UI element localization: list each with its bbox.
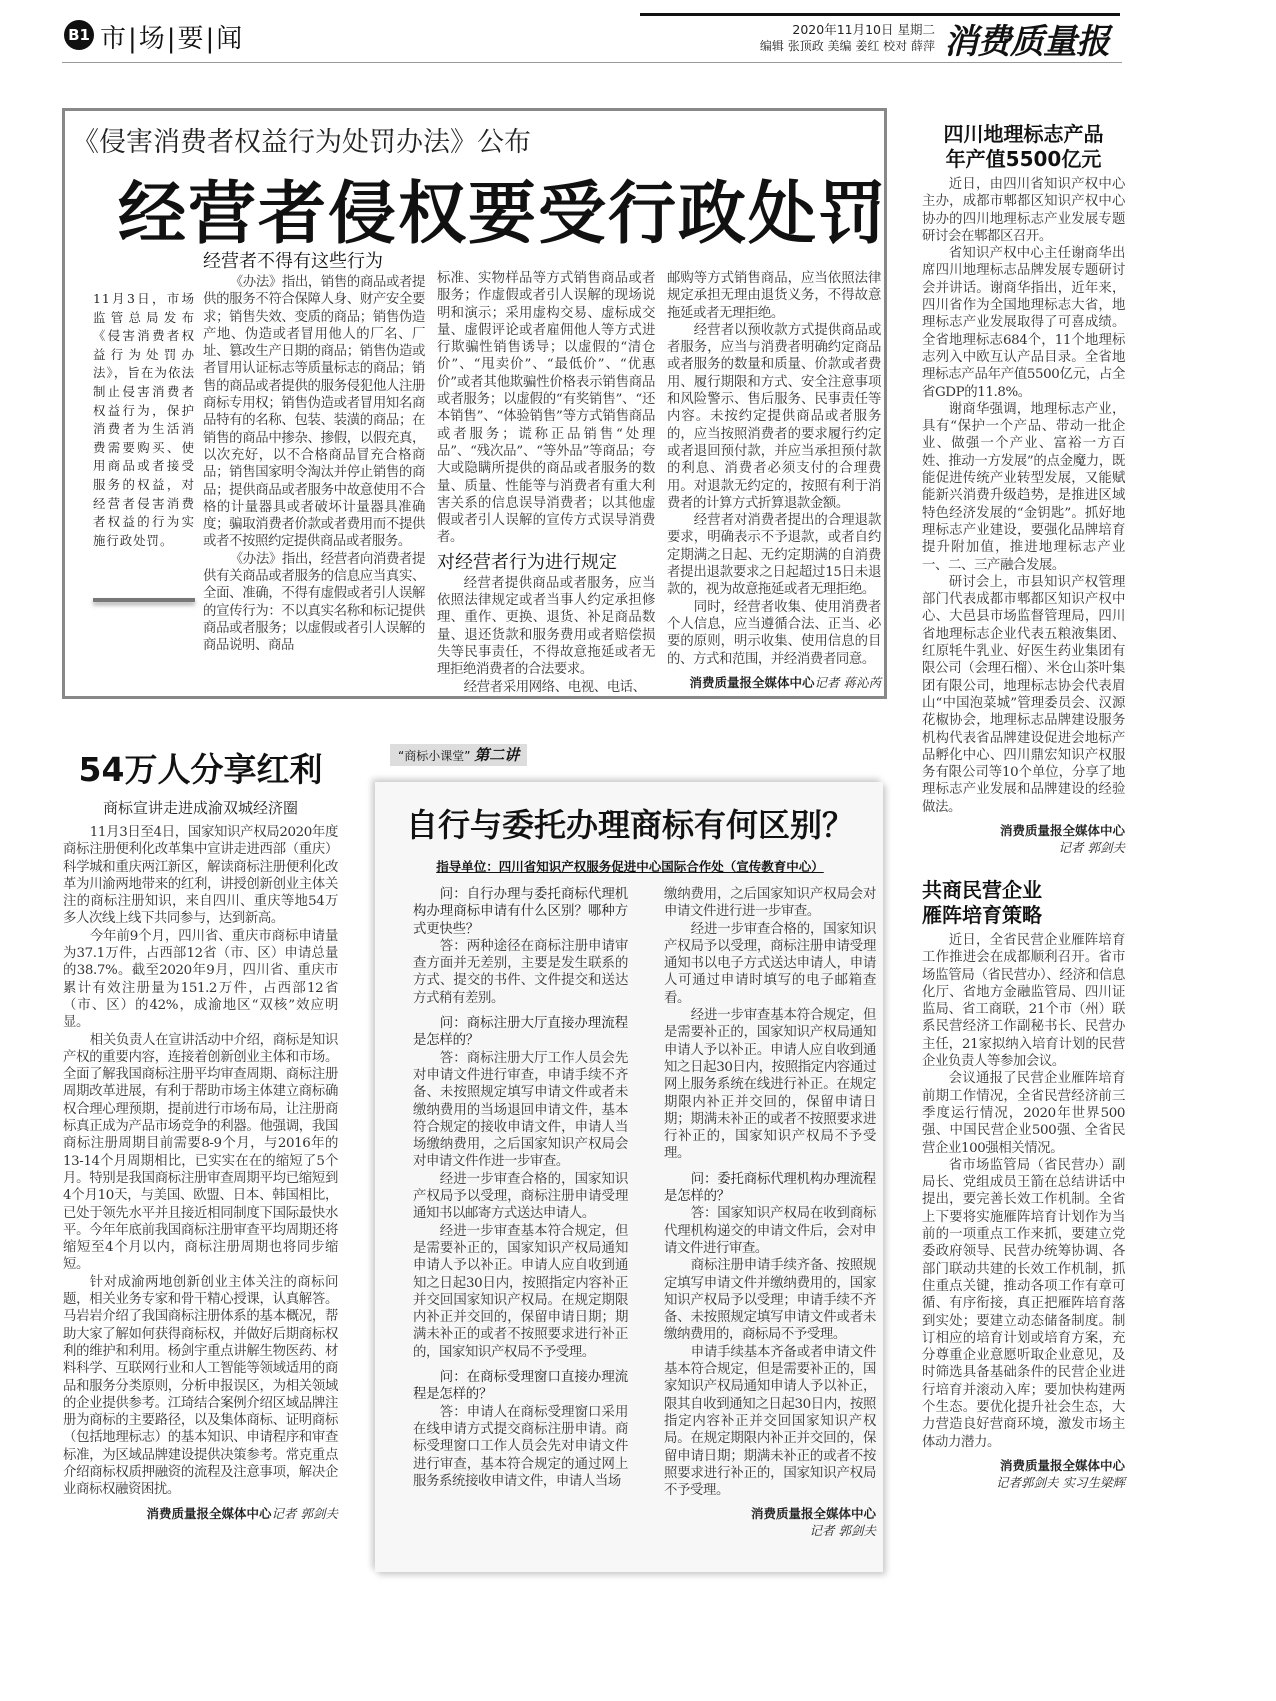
- paragraph: 相关负责人在宣讲活动中介绍，商标是知识产权的重要内容，连接着创新创业主体和市场。全面了解我国商标注册平均审查周期、商标注册周期改革进展，有利于帮助市场主体建立商标确权合理心理预期，提前进行市场布局，让注册商标真正成为产品市场竞争的利器。他强调，我国商标注册周期目前需要8-9个月，与2016年的13-14个月周期相比，已实实在在的缩短了5个月。特别是我国商标注册审查周期平均已缩短到4个月10天，与美国、欧盟、日本、韩国相比，已处于领先水平并且接近相同制度下国际最快水平。今年年底前我国商标注册审查平均周期还将缩短至4个月以内，商标注册周期也将同步缩短。: [63, 1032, 338, 1273]
- subheading: 经营者不得有这些行为: [203, 251, 383, 272]
- paragraph: 申请手续基本齐备或者申请文件基本符合规定，但是需要补正的，国家知识产权局通知申请人予以补正，限其自收到通知之日起30日内，按照指定内容补正并交回国家知识产权局。在规定期限内补正并交回的，保留申请日期；期满未补正的或者不按照要求进行补正的，国家知识产权局不予受理。: [664, 1344, 876, 1499]
- paragraph: 《办法》指出，销售的商品或者提供的服务不符合保障人身、财产安全要求；销售失效、变质的商品；销售伪造产地、伪造或者冒用他人的厂名、厂址、篡改生产日期的商品；销售伪造或者冒用认证标志等质量标志的商品；销售的商品或者提供的服务侵犯他人注册商标专用权；销售伪造或者冒用知名商品特有的名称、包装、装潢的商品；在销售的商品中掺杂、掺假，以假充真，以次充好，以不合格商品冒充合格商品；销售国家明令淘汰并停止销售的商品；提供商品或者服务中故意使用不合格的计量器具或者破坏计量器具准确度；骗取消费者价款或者费用而不提供或者不按照约定提供商品或者服务。: [203, 275, 425, 550]
- paragraph: 针对成渝两地创新创业主体关注的商标问题，相关业务专家和骨干精心授课，认真解答。马岩岩介绍了我国商标注册体系的基本概况，帮助大家了解如何获得商标权，并做好后期商标权利的维护和利用。杨剑宇重点讲解生物医药、材料科学、互联网行业和人工智能等领域适用的商品和服务分类原则，分析申报误区，为相关领域的企业提供参考。江琦结合案例介绍区域品牌注册为商标的主要路径，以及集体商标、证明商标（包括地理标志）的基本知识、申请程序和审查标准，为区域品牌建设提供决策参考。常克重点介绍商标权质押融资的流程及注意事项，解决企业商标权融资困扰。: [63, 1274, 338, 1498]
- paragraph: 邮购等方式销售商品，应当依照法律规定承担无理由退货义务，不得故意拖延或者无理拒绝。: [667, 271, 881, 321]
- paragraph: 今年前9个月，四川省、重庆市商标申请量为37.1万件，占西部12省（市、区）申请总量的38.7%。截至2020年9月，四川省、重庆市累计有效注册量为151.2万件，占西部12省（市、区）的42%，成渝地区“双核”效应明显。: [63, 928, 338, 1031]
- paragraph: 经营者对消费者提出的合理退款要求，明确表示不予退款，或者自约定期满之日起、无约定期满的自消费者提出退款要求之日起超过15日未退款的，视为故意拖延或者无理拒绝。: [667, 513, 881, 598]
- header-rule: [62, 62, 1122, 63]
- paragraph: 经进一步审查基本符合规定，但是需要补正的，国家知识产权局通知申请人予以补正。申请人应自收到通知之日起30日内，按照指定内容补正并交回国家知识产权局。在规定期限内补正并交回的，保留申请日期；期满未补正的或者不按照要求进行补正的，国家知识产权局不予受理。: [413, 1223, 628, 1360]
- dividend-subtitle: 商标宣讲走进成渝双城经济圈: [102, 799, 298, 817]
- dividend-body: [63, 824, 338, 1499]
- paragraph: 经营者采用网络、电视、电话、: [463, 679, 646, 695]
- paragraph: 近日，由四川省知识产权中心主办，成都市郫都区知识产权中心协办的四川地理标志产业发展专题研讨会在郫都区召开。: [922, 177, 1125, 244]
- lead-byline: 消费质量报全媒体中心记者 蒋沁芮: [689, 674, 881, 690]
- lead-column-3-stack: [667, 270, 881, 691]
- paragraph: 同时，经营者收集、使用消费者个人信息，应当遵循合法、正当、必要的原则，明示收集、使用信息的目的、方式和范围，并经消费者同意。: [667, 599, 881, 667]
- answer: 答：商标注册大厅工作人员会先对申请文件进行审查，申请手续不齐备、未按照规定填写申请文件或者未缴纳费用的当场退回申请文件，基本符合规定的接收申请文件，申请人当场缴纳费用，之后国家知识产权局会对申请文件作进一步审查。: [413, 1050, 628, 1170]
- paragraph: 《办法》指出，经营者向消费者提供有关商品或者服务的信息应当真实、全面、准确，不得有虚假或者引人误解的宣传行为：不以真实名称和标记提供商品或者服务；以虚假或者引人误解的商品说明、商品: [203, 551, 425, 654]
- lead-column-3: [667, 270, 881, 668]
- section-title: 市|场|要|闻: [100, 24, 245, 54]
- paragraph: 标准、实物样品等方式销售商品或者服务；作虚假或者引人误解的现场说明和演示；采用虚构交易、虚标成交量、虚假评论或者雇佣他人等方式进行欺骗性销售诱导；以虚假的“清仓价”、“甩卖价”、“最低价”、“优惠价”或者其他欺骗性价格表示销售商品或者服务；以虚假的“有奖销售”、“还本销售”、“体验销售”等方式销售商品或者服务；谎称正品销售“处理品”、“残次品”、“等外品”等商品；夸大或隐瞒所提供的商品或者服务的数量、质量、性能等与消费者有重大利害关系的信息误导消费者；以其他虚假或者引人误解的宣传方式误导消费者。: [437, 271, 655, 546]
- qa-column-b-stack: [664, 886, 876, 1539]
- enterprise-byline: 消费质量报全媒体中心 记者郭剑夫 实习生梁辉: [996, 1457, 1125, 1490]
- answer: 答：申请人在商标受理窗口采用在线申请方式提交商标注册申请。商标受理窗口工作人员会先对申请文件进行审查，基本符合规定的通过网上服务系统接收申请文件，申请人当场: [413, 1404, 628, 1489]
- dividend-byline: 消费质量报全媒体中心记者 郭剑夫: [146, 1505, 338, 1521]
- lead-headline: 经营者侵权要受行政处罚: [118, 175, 889, 254]
- paragraph: 11月3日至4日，国家知识产权局2020年度商标注册便利化改革集中宣讲走进西部（重庆）科学城和重庆两江新区，解读商标注册便利化改革为川渝两地带来的红利，讲授创新创业主体关注的商标注册知识，来自四川、重庆等地54万多人次线上线下共同参与，达到新高。: [63, 825, 338, 927]
- qa-title: 自行与委托办理商标有何区别？: [405, 806, 854, 844]
- lead-intro: 11月3日，市场监管总局发布《侵害消费者权益行为处罚办法》，旨在为依法制止侵害消费者权益行为，保护消费者为生活消费需要购买、使用商品或者接受服务的权益，对经营者侵害消费者权益的行为实施行政处罚。: [93, 291, 195, 548]
- paragraph: 省市场监管局（省民营办）副局长、党组成员王箭在总结讲话中提出，要完善长效工作机制。全省上下要将实施雁阵培育计划作为当前的一项重点工作来抓，要建立党委政府领导、民营办统筹协调、各部门联动共建的长效工作机制，抓住重点关键，推动各项工作有章可循、有序衔接，真正把雁阵培育落到实处；要建立动态储备制度。制订相应的培育计划或培育方案，充分尊重企业意愿听取企业意见，及时筛选具备基础条件的民营企业进行培育并滚动入库；要加快构建两个生态。要优化提升社会生态，大力营造良好营商环境，激发市场主体动力潜力。: [922, 1157, 1125, 1450]
- paragraph: 经进一步审查合格的，国家知识产权局予以受理，商标注册申请受理通知书以邮寄方式送达申请人。: [413, 1171, 628, 1222]
- answer: 答：两种途径在商标注册申请审查方面并无差别，主要是发生联系的方式、提交的书件、文件提交和送达方式稍有差别。: [413, 938, 628, 1006]
- column-label: “商标小课堂” 第二讲: [390, 744, 527, 766]
- question: 问：在商标受理窗口直接办理流程是怎样的？: [413, 1370, 628, 1403]
- lead-column-2: [437, 270, 655, 696]
- paragraph: 经营者提供商品或者服务，应当依照法律规定或者当事人约定承担修理、重作、更换、退货、补足商品数量、退还货款和服务费用或者赔偿损失等民事责任，不得故意拖延或者无理拒绝消费者的合法要求。: [437, 575, 655, 678]
- enterprise-body: [922, 932, 1125, 1451]
- question: 问：自行办理与委托商标代理机构办理商标申请有什么区别？哪种方式更快些？: [413, 887, 628, 937]
- question: 问：商标注册大厅直接办理流程是怎样的？: [413, 1016, 628, 1049]
- paragraph: 商标注册申请手续齐备、按照规定填写申请文件并缴纳费用的，国家知识产权局予以受理；申请手续不齐备、未按照规定填写申请文件或者未缴纳费用的，商标局不予受理。: [664, 1258, 876, 1343]
- paragraph: 缴纳费用，之后国家知识产权局会对申请文件进行进一步审查。: [664, 887, 876, 920]
- issue-date: 2020年11月10日 星期二: [792, 22, 935, 37]
- lead-kicker: 《侵害消费者权益行为处罚办法》公布: [72, 127, 531, 158]
- enterprise-headline: 共商民营企业 雁阵培育策略: [922, 877, 1042, 927]
- paragraph: 研讨会上，市县知识产权管理部门代表成都市郫都区知识产权中心、大邑县市场监督管理局，四川省地理标志企业代表五粮液集团、红原牦牛乳业、好医生药业集团有限公司（会理石榴）、米仓山茶叶集团有限公司，地理标志协会代表眉山“中国泡菜城”管理委员会、汉源花椒协会，地理标志品牌建设服务机构代表省品牌建设促进会地标产品孵化中心、四川鼎宏知识产权服务有限公司等10个单位，分享了地理标志产业发展和品牌建设的经验做法。: [922, 574, 1125, 815]
- qa-column-a: [413, 878, 628, 1490]
- qa-byline: 消费质量报全媒体中心 记者 郭剑夫: [750, 1506, 876, 1539]
- lead-column-1: [203, 246, 425, 655]
- masthead-logo: 消费质量报: [944, 22, 1109, 62]
- dividend-headline: 54万人分享红利: [78, 750, 323, 789]
- intro-divider: [93, 598, 195, 602]
- qa-column-b: [664, 886, 876, 1499]
- sichuan-byline: 消费质量报全媒体中心 记者 郭剑夫: [999, 822, 1125, 855]
- editors: 编辑 张顶政 美编 姜红 校对 薛萍: [759, 39, 935, 53]
- subheading: 对经营者行为进行规定: [437, 551, 617, 573]
- dividend-article: [63, 750, 338, 1522]
- paragraph: 经营者以预收款方式提供商品或者服务，应当与消费者明确约定商品或者服务的数量和质量、价款或者费用、履行期限和方式、安全注意事项和风险警示、售后服务、民事责任等内容。未按约定提供商品或者服务的，应当按照消费者的要求履行约定或者退回预付款，并应当承担预付款的利息、消费者必须支付的合理费用。对退款无约定的，按照有利于消费者的计算方式折算退款金额。: [667, 322, 881, 511]
- answer: 答：国家知识产权局在收到商标代理机构递交的申请文件后，会对申请文件进行审查。: [664, 1206, 876, 1256]
- paragraph: 谢商华强调，地理标志产业，具有“保护一个产品、带动一批企业、做强一个产业、富裕一方百姓、推动一方发展”的点金魔力，既能促进传统产业转型发展，又能赋能新兴消费升级趋势，是推进区域特色经济发展的“金钥匙”。抓好地理标志产业建设，要强化品牌培育提升附加值，推进地理标志产业一、二、三产融合发展。: [922, 401, 1125, 573]
- paragraph: 会议通报了民营企业雁阵培育前期工作情况，全省民营经济前三季度运行情况，2020年世界500强、中国民营企业500强、全省民营企业100强相关情况。: [922, 1071, 1125, 1156]
- paragraph: 经进一步审查合格的，国家知识产权局予以受理，商标注册申请受理通知书以电子方式送达申请人，申请人可通过申请时填写的电子邮箱查看。: [664, 921, 876, 1006]
- right-column: [922, 122, 1125, 1491]
- page-badge: B1: [64, 20, 94, 50]
- paragraph: 经进一步审查基本符合规定，但是需要补正的，国家知识产权局通知申请人予以补正。申请人应自收到通知之日起30日内，按照指定内容通过网上服务系统在线进行补正。在规定期限内补正并交回的，保留申请日期；期满未补正的或者不按照要求进行补正的，国家知识产权局不予受理。: [664, 1008, 876, 1162]
- question: 问：委托商标代理机构办理流程是怎样的？: [664, 1171, 876, 1205]
- sichuan-body: [922, 176, 1125, 816]
- sichuan-headline: 四川地理标志产品 年产值5500亿元: [943, 122, 1104, 171]
- paragraph: 近日，全省民营企业雁阵培育工作推进会在成都顺利召开。省市场监管局（省民营办）、经济和信息化厅、省地方金融监管局、四川证监局、省工商联，21个市（州）联系民营经济工作副秘书长、民营办主任，21家拟纳入培育计划的民营企业负责人等参加会议。: [922, 932, 1125, 1070]
- qa-guidance: 指导单位：四川省知识产权服务促进中心国际合作处（宣传教育中心）: [436, 859, 824, 874]
- paragraph: 省知识产权中心主任谢商华出席四川地理标志品牌发展专题研讨会并讲话。谢商华指出，近年来，四川省作为全国地理标志大省，地理标志产业发展取得了可喜成绩。全省地理标志684个，11个地理标志列入中欧互认产品目录。全省地理标志产品年产值5500亿元，占全省GDP的11.8%。: [922, 246, 1125, 400]
